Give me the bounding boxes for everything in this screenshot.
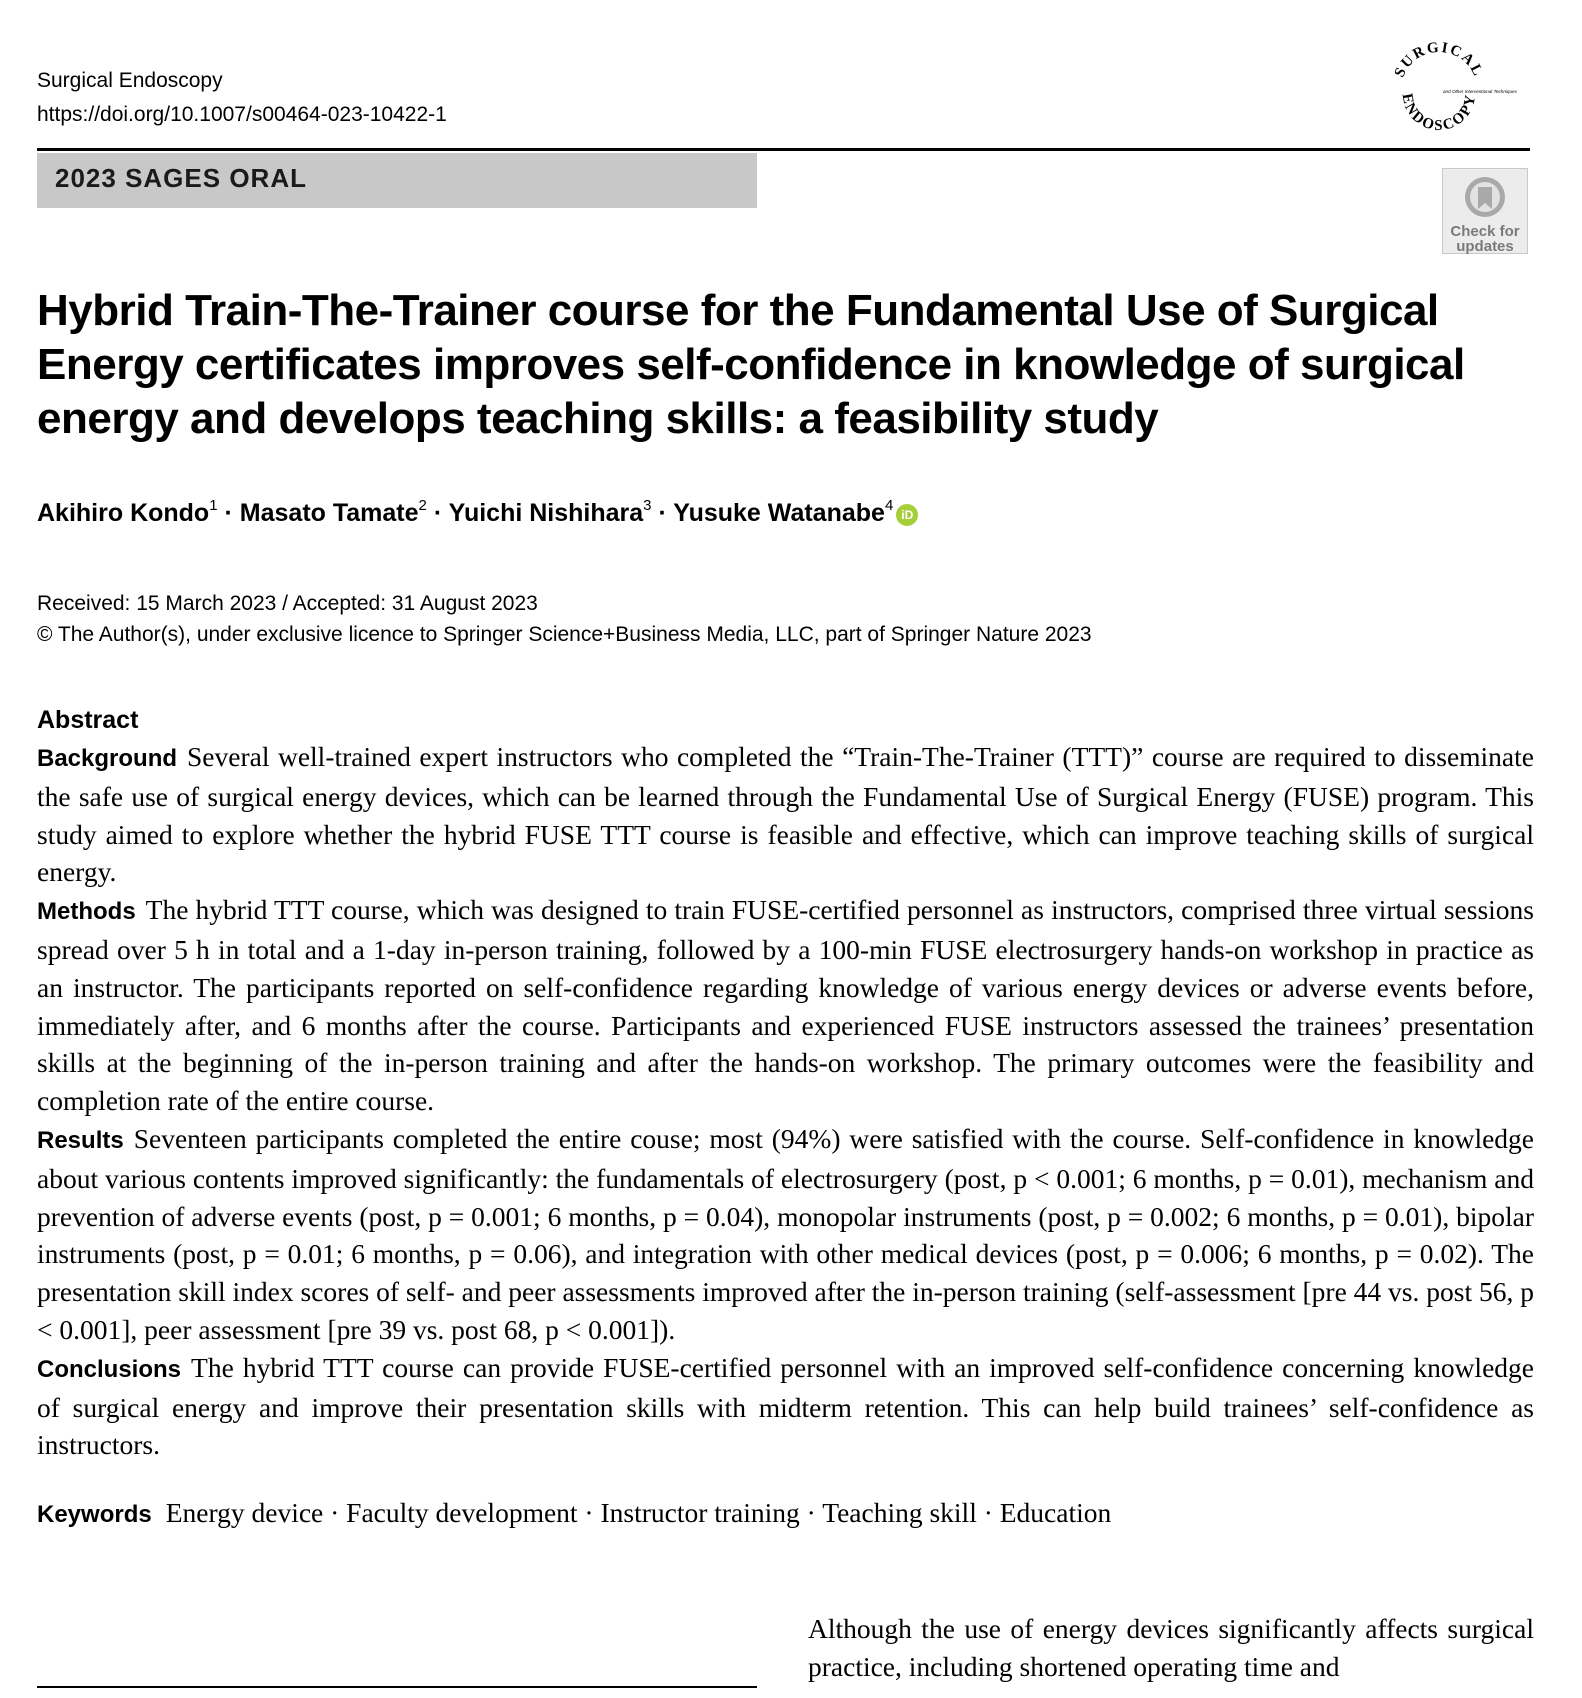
- bookmark-icon: [1463, 175, 1507, 219]
- results-label: Results: [37, 1126, 124, 1154]
- abstract-methods: [37, 891, 1534, 1120]
- abstract-background: [37, 738, 1534, 891]
- author-name[interactable]: Akihiro Kondo: [37, 499, 210, 527]
- background-label: Background: [37, 745, 178, 772]
- author-affiliation: 3: [643, 497, 652, 514]
- methods-label: Methods: [37, 898, 136, 926]
- journal-header: [37, 64, 447, 132]
- keywords-text: Energy device · Faculty development · Instructor training · Teaching skill · Education: [165, 1497, 1112, 1528]
- publication-dates: [37, 588, 1092, 650]
- category-band: [37, 153, 757, 208]
- author-name[interactable]: Yuichi Nishihara: [448, 499, 644, 527]
- copyright-notice: © The Author(s), under exclusive licence to Springer Science+Business Media, LLC, part of Springer Nature 2023: [37, 623, 1092, 646]
- author-affiliation: 1: [209, 497, 218, 514]
- background-text: Several well-trained expert instructors who completed the “Train-The-Trainer (TTT)” course are required to disseminate the safe use of surgical energy devices, which can be learned through the Fundamental Use of Surgical Energy (FUSE) program. This study aimed to explore whether the hybrid FUSE TTT course is feasible and effective, which can improve teaching skills of surgical energy.: [37, 741, 1534, 888]
- abstract-conclusions: [37, 1349, 1534, 1464]
- conclusions-text: The hybrid TTT course can provide FUSE-certified personnel with an improved self-confidence concerning knowledge of surgical energy and improve their presentation skills with midterm retention. This can help build trainees’ self-confidence as instructors.: [37, 1351, 1534, 1461]
- category-label: 2023 SAGES ORAL: [55, 163, 307, 193]
- keywords-label: Keywords: [37, 1501, 152, 1528]
- author-affiliation: 4: [884, 497, 894, 514]
- results-text: Seventeen participants completed the entire couse; most (94%) were satisfied with the course. Self-confidence in knowledge about various contents improved significantly: the fundamentals of electrosurgery (post, p < 0.001; 6 months, p = 0.01), mechanism and prevention of adverse events (post, p = 0.001; 6 months, p = 0.04), monopolar instruments (post, p = 0.002; 6 months, p = 0.01), bipolar instruments (post, p = 0.01; 6 months, p = 0.06), and integration with other medical devices (post, p = 0.006; 6 months, p = 0.02). The presentation skill index scores of self- and peer assessments improved after the in-person training (self-assessment [pre 44 vs. post 56, p < 0.001], peer assessment [pre 39 vs. post 68, p < 0.001]).: [37, 1122, 1534, 1345]
- abstract-section: [37, 702, 1534, 1464]
- author-separator: ·: [426, 499, 449, 527]
- check-updates-line2: updates: [1456, 238, 1514, 255]
- logo-side-text: and Other Interventional Techniques: [1443, 89, 1517, 94]
- logo-top-text: SURGICAL: [1391, 39, 1487, 80]
- footnote-rule: [37, 1686, 757, 1688]
- intro-paragraph: Although the use of energy devices significantly affects surgical practice, including shortened operating time and: [808, 1613, 1534, 1682]
- logo-bottom-text: ENDOSCOPY: [1398, 92, 1480, 135]
- doi-link[interactable]: https://doi.org/10.1007/s00464-023-10422-1: [37, 103, 447, 126]
- author-separator: ·: [217, 499, 240, 527]
- author-name[interactable]: Yusuke Watanabe: [673, 499, 885, 527]
- orcid-icon[interactable]: iD: [896, 504, 918, 526]
- header-rule: [37, 148, 1530, 151]
- check-updates-line1: Check for: [1450, 223, 1520, 240]
- svg-text:SURGICAL: [1392, 40, 1487, 80]
- check-for-updates-button[interactable]: [1442, 168, 1528, 254]
- journal-logo: [1385, 38, 1535, 138]
- conclusions-label: Conclusions: [37, 1355, 182, 1383]
- author-affiliation: 2: [418, 497, 427, 514]
- author-list: [37, 497, 918, 528]
- svg-text:ENDOSCOPY: [1399, 92, 1480, 134]
- methods-text: The hybrid TTT course, which was designed to train FUSE-certified personnel as instructors, comprised three virtual sessions spread over 5 h in total and a 1-day in-person training, followed by a 100-min FUSE electrosurgery hands-on workshop in practice as an instructor. The participants reported on self-confidence regarding knowledge of various energy devices or adverse events before, immediately after, and 6 months after the course. Participants and experienced FUSE instructors assessed the trainees’ presentation skills at the beginning of the in-person training and after the hands-on workshop. The primary outcomes were the feasibility and completion rate of the entire course.: [37, 894, 1534, 1117]
- received-accepted-dates: Received: 15 March 2023 / Accepted: 31 August 2023: [37, 592, 538, 615]
- author-name[interactable]: Masato Tamate: [239, 499, 419, 527]
- article-title: Hybrid Train-The-Trainer course for the Fundamental Use of Surgical Energy certificates improves self-confidence in knowledge of surgical energy and develops teaching skills: a feasibility study: [37, 286, 1465, 443]
- abstract-results: [37, 1120, 1534, 1349]
- keywords-section: [37, 1494, 1111, 1534]
- abstract-heading: Abstract: [37, 706, 139, 734]
- journal-name: Surgical Endoscopy: [37, 69, 223, 92]
- author-separator: ·: [651, 499, 674, 527]
